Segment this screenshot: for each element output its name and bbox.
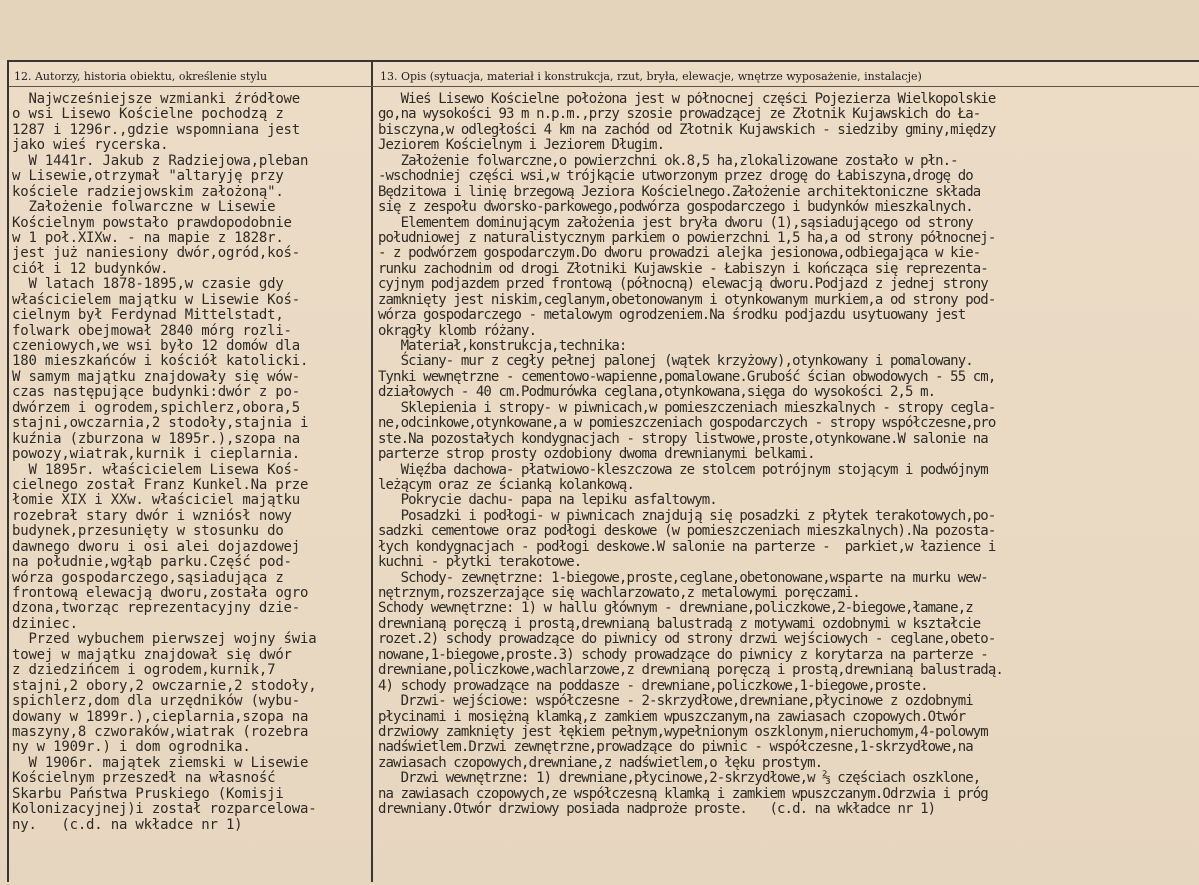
history-line: Skarbu Państwa Pruskiego (Komisji: [12, 785, 284, 802]
history-line: W latach 1878-1895,w czasie gdy: [12, 276, 284, 293]
history-line: wórza gospodarczego,sąsiadująca z: [12, 569, 284, 586]
history-line: dwórzem i ogrodem,spichlerz,obora,5: [12, 399, 301, 416]
history-line: kościele radziejowskim założoną".: [12, 183, 284, 200]
description-line: Elementem dominującym założenia jest bryła dworu (1),sąsiadującego od strony: [378, 214, 973, 231]
history-line: folwark obejmował 2840 mórg rozli-: [12, 322, 292, 339]
history-line: jako wieś rycerska.: [12, 137, 169, 154]
description-column: [378, 92, 1196, 818]
description-line: na zawiasach czopowych,ze współczesną klamką i zamkiem wpuszczanym.Odrzwia i próg: [378, 785, 988, 802]
description-line: drewnianą poręczą i prostą,drewnianą balustradą z motywami ozdobnymi w kształcie: [378, 615, 981, 632]
description-line: rozet.2) schody prowadzące do piwnicy od strony drzwi wejściowych - ceglane,obeto-: [378, 631, 996, 648]
history-line: Najwcześniejsze wzmianki źródłowe: [12, 92, 301, 107]
history-line: czas następujące budynki:dwór z po-: [12, 384, 301, 401]
description-line: parterze strop prosty ozdobiony dwoma drewnianymi belkami.: [378, 446, 815, 463]
description-line: Posadzki i podłogi- w piwnicach znajdują się posadzki z płytek terakotowych,po-: [378, 507, 996, 524]
history-line: o wsi Lisewo Kościelne pochodzą z: [12, 106, 284, 123]
description-line: Tynki wewnętrzne - cementowo-wapienne,pomalowane.Grubość ścian obwodowych - 55 cm,: [378, 368, 996, 385]
description-line: Będzitowa i linię brzegową Jeziora Kościelnego.Założenie architektoniczne składa: [378, 183, 981, 200]
description-line: leżącym oraz ze ścianką kolankową.: [378, 476, 634, 493]
description-line: się z zespołu dworsko-parkowego,podwórza gospodarczego i budynków mieszkalnych.: [378, 199, 973, 216]
history-line: spichlerz,dom dla urzędników (wybu-: [12, 693, 301, 710]
top-margin: [0, 0, 1199, 60]
section-13-heading: 13. Opis (sytuacja, materiał i konstrukcja, rzut, bryła, elewacje, wnętrze wyposażenie, instalacje): [380, 70, 922, 83]
history-line: z dziedzińcem i ogrodem,kurnik,7: [12, 662, 276, 679]
history-line: kuźnia (zburzona w 1895r.),szopa na: [12, 430, 301, 447]
description-line: łych kondygnacjach - podłogi deskowe.W salonie na parterze - parkiet,w łazience i: [378, 538, 996, 555]
description-line: nętrznym,rozszerzające się wachlarzowato,z metalowymi poręczami.: [378, 585, 860, 601]
history-line: cielnym był Ferdynad Mittelstadt,: [12, 307, 284, 324]
description-line: działowych - 40 cm.Podmurówka ceglana,otynkowana,sięga do wysokości 2,5 m.: [378, 384, 936, 401]
description-line: kuchni - płytki terakotowe.: [378, 554, 582, 571]
description-line: ste.Na pozostałych kondygnacjach - stropy listwowe,proste,otynkowane.W salonie na: [378, 430, 988, 447]
history-line: 1287 i 1296r.,gdzie wspomniana jest: [12, 121, 301, 138]
history-line: stajni,2 obory,2 owczarnie,2 stodoły,: [12, 677, 317, 694]
history-line: czeniowych,we wsi było 12 domów dla: [12, 338, 301, 354]
history-column: [12, 92, 367, 833]
frame-left-border: [7, 60, 9, 882]
description-line: Sklepienia i stropy- w piwnicach,w pomieszczeniach mieszkalnych - stropy cegla-: [378, 399, 996, 416]
description-line: go,na wysokości 93 m n.p.m.,przy szosie prowadzącej ze Złotnik Kujawskich do Ła-: [378, 106, 981, 123]
history-line: W samym majątku znajdowały się wów-: [12, 368, 301, 385]
history-line: Kolonizacyjnej)i został rozparcelowa-: [12, 801, 317, 818]
history-line: Kościelnym powstało prawdopodobnie: [12, 214, 292, 231]
history-line: właścicielem majątku w Lisewie Koś-: [12, 291, 301, 308]
description-line: sadzki cementowe oraz podłogi deskowe (w pomieszczeniach mieszkalnych).Na pozosta-: [378, 523, 996, 540]
description-line: zamknięty jest niskim,ceglanym,obetonowanym i otynkowanym murkiem,a od strony pod-: [378, 291, 996, 308]
history-line: W 1441r. Jakub z Radziejowa,pleban: [12, 152, 309, 169]
history-line: stajni,owczarnia,2 stodoły,stajnia i: [12, 415, 309, 432]
header-rule: [9, 86, 1199, 87]
history-line: w Lisewie,otrzymał "altaryję przy: [12, 168, 284, 185]
history-line: frontową elewacją dworu,została ogro: [12, 585, 309, 601]
history-line: maszyny,8 czworaków,wiatrak (rozebra: [12, 723, 309, 740]
description-line: - z podwórzem gospodarczym.Do dworu prowadzi alejka jesionowa,odbiegająca w kie-: [378, 245, 981, 262]
history-line: cielnego został Franz Kunkel.Na prze: [12, 476, 309, 493]
history-line: ny. (c.d. na wkładce nr 1): [12, 816, 243, 833]
description-line: Drzwi- wejściowe: współczesne - 2-skrzydłowe,drewniane,płycinowe z ozdobnymi: [378, 693, 973, 710]
description-line: drzwiowy zamknięty jest łękiem pełnym,wypełnionym oszklonym,nieruchomym,4-polowym: [378, 723, 988, 740]
section-12-heading: 12. Autorzy, historia obiektu, określenie stylu: [14, 70, 268, 83]
history-line: powozy,wiatrak,kurnik i cieplarnia.: [12, 446, 301, 463]
history-line: budynek,przesunięty w stosunku do: [12, 523, 284, 540]
history-line: dziniec.: [12, 615, 78, 632]
description-line: Schody wewnętrzne: 1) w hallu głównym - drewniane,policzkowe,2-biegowe,łamane,z: [378, 600, 973, 617]
description-line: nowane,1-biegowe,proste.3) schody prowadzące do piwnicy z korytarza na parterze -: [378, 646, 988, 663]
history-line: Przed wybuchem pierwszej wojny świa: [12, 631, 317, 648]
history-line: W 1895r. właścicielem Lisewa Koś-: [12, 461, 301, 478]
history-line: w 1 poł.XIXw. - na mapie z 1828r.: [12, 229, 284, 246]
description-line: Wieś Lisewo Kościelne położona jest w północnej części Pojezierza Wielkopolskie: [378, 92, 996, 107]
description-line: nadświetlem.Drzwi zewnętrzne,prowadzące do piwnic - współczesne,1-skrzydłowe,na: [378, 739, 973, 756]
description-line: runku zachodnim od drogi Złotniki Kujawskie - Łabiszyn i kończąca się reprezenta-: [378, 260, 988, 277]
history-line: rozebrał stary dwór i wzniósł nowy: [12, 507, 292, 524]
description-line: zawiasach czopowych,drewniane,z nadświetlem,o łęku prostym.: [378, 754, 823, 771]
description-line: bisczyna,w odległości 4 km na zachód od Złotnik Kujawskich - siedziby gminy,między: [378, 121, 996, 138]
description-line: Jeziorem Kościelnym i Jeziorem Długim.: [378, 137, 665, 154]
description-line: okrągły klomb różany.: [378, 322, 537, 339]
description-line: Więźba dachowa- płatwiowo-kleszczowa ze stolcem potrójnym stojącym i podwójnym: [378, 461, 988, 478]
description-line: Drzwi wewnętrzne: 1) drewniane,płycinowe,2-skrzydłowe,w ⅔ częściach oszklone,: [378, 770, 981, 787]
description-line: Ściany- mur z cegły pełnej palonej (wątek krzyżowy),otynkowany i pomalowany.: [378, 353, 973, 370]
history-line: towej w majątku znajdował się dwór: [12, 646, 292, 663]
history-line: łomie XIX i XXw. właściciel majątku: [12, 492, 301, 509]
history-line: 180 mieszkańców i kościół katolicki.: [12, 353, 309, 370]
description-line: Schody- zewnętrzne: 1-biegowe,proste,ceglane,obetonowane,wsparte na murku wew-: [378, 569, 988, 586]
description-line: Założenie folwarczne,o powierzchni ok.8,5 ha,zlokalizowane zostało w płn.-: [378, 152, 958, 169]
column-divider: [371, 62, 373, 882]
history-line: dzona,tworząc reprezentacyjny dzie-: [12, 600, 301, 617]
description-line: drewniane,policzkowe,wachlarzowe,z drewnianą poręczą i prostą,drewnianą balustradą.: [378, 662, 1003, 679]
description-line: cyjnym podjazdem przed frontową (północną) elewacją dworu.Podjazd z jednej strony: [378, 276, 988, 293]
history-line: ciół i 12 budynków.: [12, 260, 169, 277]
description-line: wórza gospodarczego - metalowym ogrodzeniem.Na środku podjazdu usytuowany jest: [378, 307, 966, 324]
history-line: Kościelnym przeszedł na własność: [12, 770, 276, 787]
description-line: 4) schody prowadzące na poddasze - drewniane,policzkowe,1-biegowe,proste.: [378, 677, 928, 694]
description-line: Pokrycie dachu- papa na lepiku asfaltowym.: [378, 492, 717, 509]
history-line: na południe,wgłąb parku.Część pod-: [12, 554, 292, 571]
history-line: Założenie folwarczne w Lisewie: [12, 199, 276, 216]
description-line: -wschodniej części wsi,w trójkącie utworzonym przez drogę do Łabiszyna,drogę do: [378, 168, 973, 185]
description-line: ne,odcinkowe,otynkowane,a w pomieszczeniach gospodarczych - stropy współczesne,pro: [378, 415, 996, 432]
description-line: południowej z naturalistycznym parkiem o powierzchni 1,5 ha,a od strony północnej-: [378, 229, 996, 246]
history-line: jest już naniesiony dwór,ogród,koś-: [12, 245, 301, 262]
history-line: W 1906r. majątek ziemski w Lisewie: [12, 754, 309, 771]
description-line: drewniany.Otwór drzwiowy posiada nadproże proste. (c.d. na wkładce nr 1): [378, 801, 936, 818]
history-line: dowany w 1899r.),cieplarnia,szopa na: [12, 708, 309, 725]
history-line: dawnego dworu i osi alei dojazdowej: [12, 538, 301, 555]
frame-top-border: [7, 60, 1199, 62]
history-line: ny w 1909r.) i dom ogrodnika.: [12, 739, 251, 756]
description-line: płycinami i mosiężną klamką,z zamkiem wpuszczanym,na zawiasach czopowych.Otwór: [378, 708, 966, 725]
description-line: Materiał,konstrukcja,technika:: [378, 338, 627, 354]
